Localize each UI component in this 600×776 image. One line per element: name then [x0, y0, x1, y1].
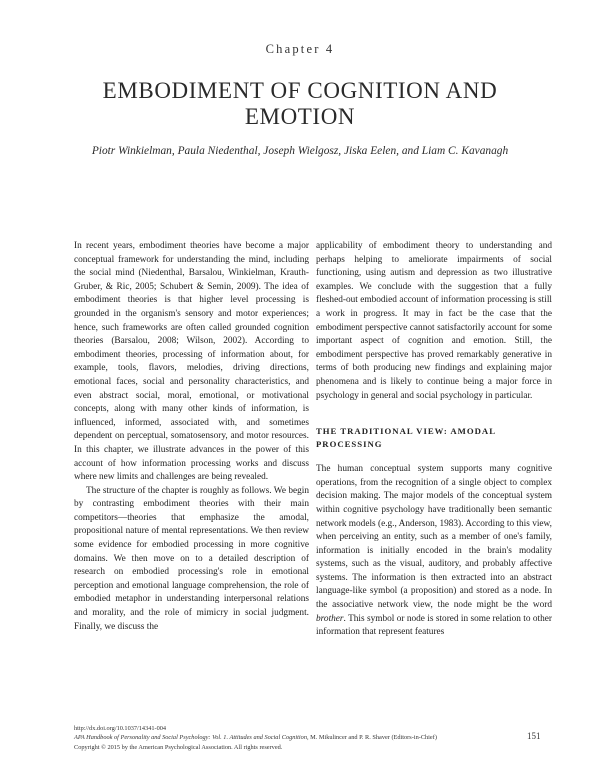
copyright: Copyright © 2015 by the American Psychological Association. All rights reserved.	[74, 743, 283, 751]
citation-title: APA Handbook of Personality and Social Psychology: Vol. 1. Attitudes and Social Cognition,	[74, 734, 309, 742]
amodal-text-part-1: The human conceptual system supports many cognitive operations, from the recognition of a single object to complex decision making. The major models of the conceptual system within cognitive psychology have traditionally been semantic network models (e.g., Anderson, 1983). According to this view, when perceiving an entity, such as a member of one's family, information is initially encoded in the brain's modality systems, such as the visual, auditory, and probably affective systems. The information is then extracted into an abstract language-like symbol (a proposition) and stored as a node. In the associative network view, the node might be the word	[316, 464, 552, 611]
amodal-text-part-2: . This symbol or node is stored in some relation to other information that represent features	[316, 613, 552, 638]
right-column	[316, 240, 552, 640]
footer	[74, 724, 534, 752]
section-heading: THE TRADITIONAL VIEW: AMODAL PROCESSING	[316, 426, 496, 450]
amodal-paragraph	[316, 463, 552, 640]
chapter-title: EMBODIMENT OF COGNITION AND EMOTION	[102, 78, 498, 129]
page-number: 151	[527, 731, 541, 741]
continued-paragraph: applicability of embodiment theory to understanding and perhaps helping to ameliorate impairments of social functioning, using autism and depression as two illustrative examples. We conclude with the suggestion that a fully fleshed-out embodied account of information processing is still a work in progress. It may in fact be the case that the embodiment perspective cannot satisfactorily account for some important aspect of cognition and emotion. Still, the embodiment perspective has proved remarkably generative in terms of both producing new findings and explaining major phenomena and is likely to continue being a major force in psychology in general and social psychology in particular.	[316, 241, 552, 401]
author-list: Piotr Winkielman, Paula Niedenthal, Joseph Wielgosz, Jiska Eelen, and Liam C. Kavanagh	[91, 145, 509, 157]
left-column	[74, 240, 309, 634]
doi-link[interactable]: http://dx.doi.org/10.1037/14341-004	[74, 725, 167, 732]
chapter-label: Chapter 4	[265, 42, 335, 56]
emphasized-word: brother	[316, 613, 344, 624]
citation-editors: M. Mikulincer and P. R. Shaver (Editors-in-Chief)	[308, 734, 437, 742]
citation	[74, 733, 534, 742]
intro-paragraph: In recent years, embodiment theories have become a major conceptual framework for understanding the mind, including the social mind (Niedenthal, Barsalou, Winkielman, Krauth-Gruber, & Ric, 2005; Schubert & Semin, 2009). The idea of embodiment theories is that higher level processing is grounded in the organism's sensory and motor experiences; hence, such frameworks are often called grounded cognition theories (Barsalou, 2008; Wilson, 2002). According to embodiment theories, processing of information about, for example, tools, flavors, melodies, driving directions, emotional faces, social and personality characteristics, and even abstract social, moral, emotional, or motivational concepts, along with many other kinds of information, is influenced, informed, associated with, and sometimes dependent on perceptual, somatosensory, and motor resources. In this chapter, we illustrate advances in the power of this account of how information processing works and discuss where new limits and challenges are being revealed.	[74, 241, 309, 483]
structure-paragraph: The structure of the chapter is roughly as follows. We begin by contrasting embodiment theories with their main competitors—theories that emphasize the amodal, propositional nature of mental representations. We then review some evidence for embodied processing in more cognitive domains. We then move on to a detailed description of research on embodied processing's role in emotional perception and emotional language comprehension, the role of embodied metaphor in understanding interpersonal relations and morality, and the role of mimicry in social judgment. Finally, we discuss the	[74, 485, 309, 632]
